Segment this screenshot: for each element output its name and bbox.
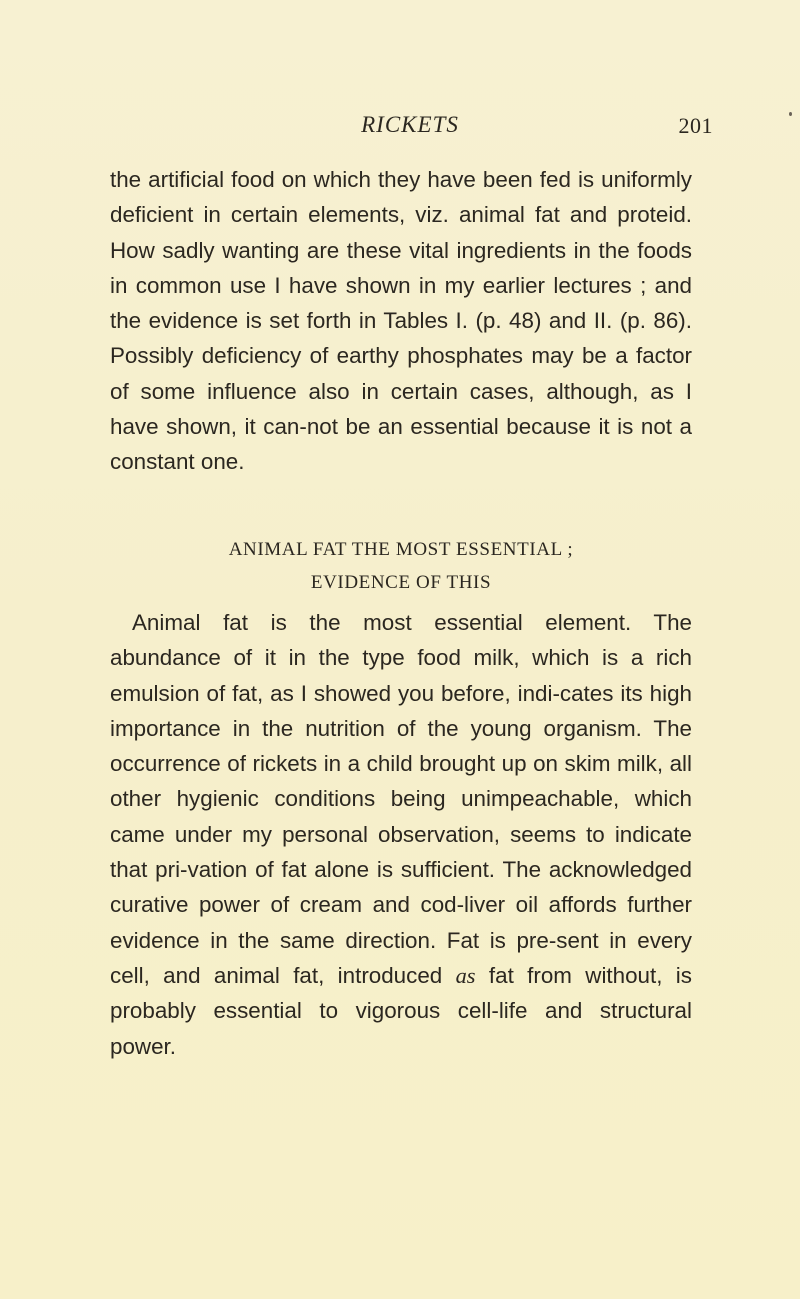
page-number: 201 [678, 113, 713, 138]
paragraph-animal-fat [110, 605, 692, 1064]
section-heading-line-2: EVIDENCE OF THIS [310, 572, 492, 593]
running-title: RICKETS [361, 112, 459, 137]
running-head [110, 112, 713, 142]
paragraph-continuation: the artificial food on which they have been fed is uniformly deficient in certain elements, viz. animal fat and proteid. How sadly wanting are these vital ingredients in the foods in common use I have shown in my earlier lectures ; and the evidence is set forth in Tables I. (p. 48) and II. (p. 86). Possibly deficiency of earthy phosphates may be a factor of some influence also in certain cases, although, as I have shown, it can-not be an essential because it is not a constant one. [110, 167, 692, 475]
paragraph-animal-fat-text-start: Animal fat is the most essential element. The abundance of it in the type food milk, which is a rich emulsion of fat, as I showed you before, indi-cates its high importance in the nutrition of the young organism. The occurrence of rickets in a child brought up on skim milk, all other hygienic conditions being unimpeachable, which came under my personal observation, seems to indicate that pri-vation of fat alone is sufficient. The acknowledged curative power of cream and cod-liver oil affords further evidence in the same direction. Fat is pre-sent in every cell, and animal fat, introduced [110, 610, 692, 988]
section-heading-line-1: ANIMAL FAT THE MOST ESSENTIAL ; [228, 539, 574, 560]
paragraph-animal-fat-text-end: fat from without, is probably essential to vigorous cell-life and structural power. [110, 962, 692, 1059]
paper-speck [789, 112, 792, 116]
italic-word-as: as [455, 962, 476, 988]
